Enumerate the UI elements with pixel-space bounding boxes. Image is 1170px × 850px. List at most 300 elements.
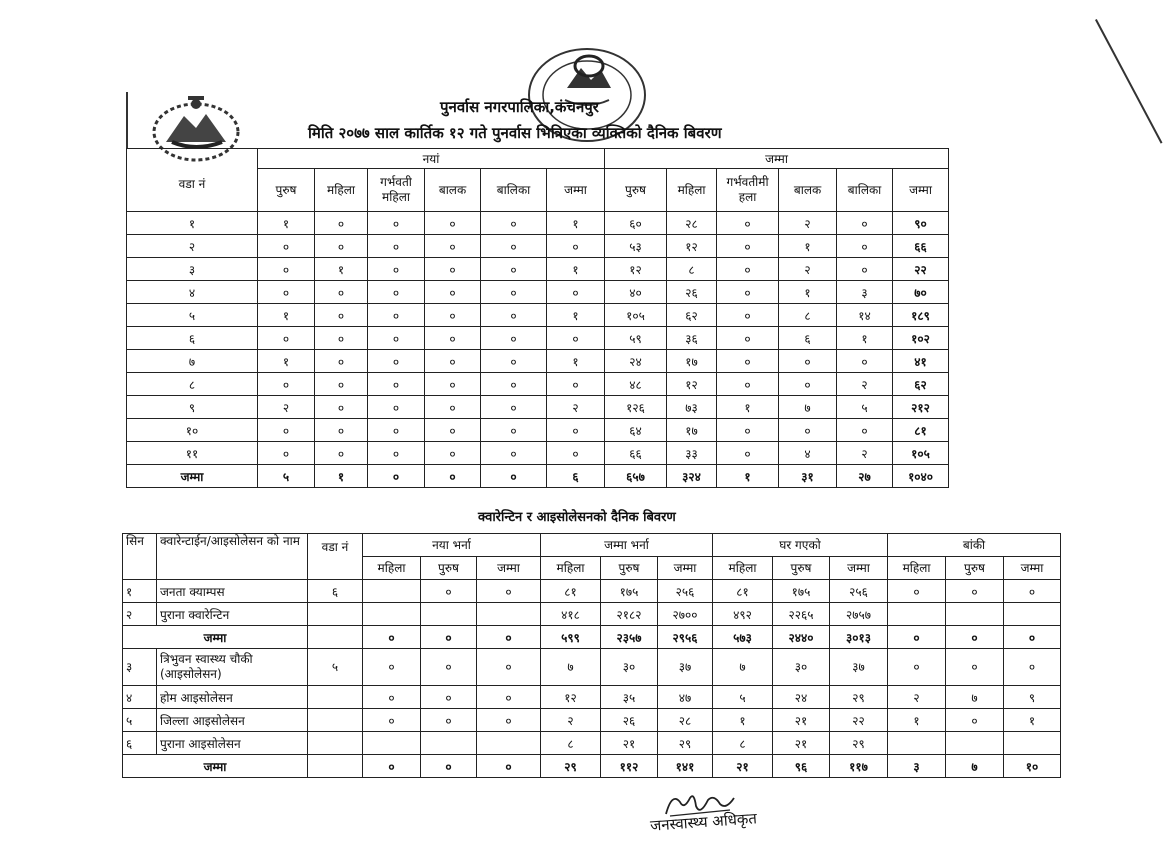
- value-cell: २८: [658, 709, 713, 732]
- facility-name-cell: पुराना क्वारेन्टिन: [157, 603, 308, 626]
- table-row: [127, 396, 949, 419]
- new-value-cell: ०: [425, 235, 481, 258]
- total-value-cell: ५९९: [541, 626, 601, 649]
- new-value-cell: ०: [368, 373, 425, 396]
- total-total-cell: ६५७: [605, 465, 667, 488]
- sn-cell: १: [123, 580, 157, 603]
- sub-header: जम्मा: [547, 169, 605, 212]
- total-total-cell: ३२४: [667, 465, 717, 488]
- sub-header: महिला: [315, 169, 368, 212]
- report-subtitle: मिति २०७७ साल कार्तिक १२ गते पुनर्वास भित्रिएका व्यक्तिको दैनिक बिवरण: [308, 124, 722, 142]
- total-value-cell: १७: [667, 419, 717, 442]
- value-cell: ०: [363, 649, 421, 686]
- total-value-cell: ०: [717, 304, 779, 327]
- total-value-cell: ०: [837, 258, 893, 281]
- total-value-cell: ८: [779, 304, 837, 327]
- total-value-cell: ०: [717, 442, 779, 465]
- total-value-cell: १: [779, 281, 837, 304]
- value-cell: ०: [421, 649, 477, 686]
- value-cell: २१: [601, 732, 658, 755]
- new-value-cell: १: [547, 212, 605, 235]
- new-value-cell: ०: [425, 304, 481, 327]
- new-value-cell: १: [315, 258, 368, 281]
- total-value-cell: ०: [717, 419, 779, 442]
- table-row: [127, 350, 949, 373]
- total-value-cell: २: [837, 373, 893, 396]
- arrivals-table: [126, 148, 949, 488]
- new-value-cell: १: [547, 350, 605, 373]
- value-cell: ९: [1004, 686, 1061, 709]
- value-cell: ०: [421, 709, 477, 732]
- ward-cell: [308, 709, 363, 732]
- table-row: [127, 419, 949, 442]
- new-value-cell: १: [547, 304, 605, 327]
- new-value-cell: ०: [425, 281, 481, 304]
- value-cell: [946, 732, 1004, 755]
- total-value-cell: ६०: [605, 212, 667, 235]
- value-cell: ०: [888, 580, 946, 603]
- value-cell: [1004, 603, 1061, 626]
- total-value-cell: ३: [888, 755, 946, 778]
- total-value-cell: २४४०: [773, 626, 830, 649]
- total-value-cell: ०: [779, 350, 837, 373]
- value-cell: ८१: [713, 580, 773, 603]
- value-cell: १२: [541, 686, 601, 709]
- value-cell: ४७: [658, 686, 713, 709]
- value-cell: ०: [1004, 649, 1061, 686]
- total-value-cell: ११७: [830, 755, 888, 778]
- total-value-cell: १: [717, 396, 779, 419]
- value-cell: [888, 603, 946, 626]
- new-value-cell: ०: [315, 350, 368, 373]
- new-value-cell: ०: [425, 212, 481, 235]
- total-value-cell: १०२: [893, 327, 949, 350]
- ward-cell: ५: [127, 304, 258, 327]
- total-value-cell: ०: [421, 626, 477, 649]
- sub-header: बालिका: [481, 169, 547, 212]
- value-cell: २१८२: [601, 603, 658, 626]
- new-value-cell: ०: [258, 373, 315, 396]
- total-value-cell: १२६: [605, 396, 667, 419]
- value-cell: २९: [830, 686, 888, 709]
- new-value-cell: १: [258, 304, 315, 327]
- sub-header: बालक: [779, 169, 837, 212]
- new-value-cell: ०: [315, 419, 368, 442]
- total-value-cell: १२: [667, 373, 717, 396]
- new-value-cell: ०: [258, 258, 315, 281]
- total-value-cell: २८: [667, 212, 717, 235]
- office-title: पुनर्वास नगरपालिका,कंचनपुर: [440, 98, 599, 116]
- value-cell: ८: [541, 732, 601, 755]
- new-value-cell: ०: [481, 396, 547, 419]
- value-cell: २: [888, 686, 946, 709]
- ward-cell: ७: [127, 350, 258, 373]
- total-total-cell: २७: [837, 465, 893, 488]
- total-value-cell: १२: [605, 258, 667, 281]
- facility-name-cell: पुराना आइसोलेसन: [157, 732, 308, 755]
- total-value-cell: ४८: [605, 373, 667, 396]
- new-value-cell: ०: [368, 419, 425, 442]
- new-value-cell: ०: [547, 327, 605, 350]
- total-value-cell: ०: [837, 235, 893, 258]
- left-border-line: [126, 92, 128, 148]
- sub-header: महिला: [541, 557, 601, 580]
- value-cell: २६: [601, 709, 658, 732]
- total-value-cell: ०: [717, 373, 779, 396]
- new-value-cell: १: [547, 258, 605, 281]
- ward-cell: ४: [127, 281, 258, 304]
- total-value-cell: ०: [363, 626, 421, 649]
- total-value-cell: १०५: [893, 442, 949, 465]
- new-value-cell: १: [258, 212, 315, 235]
- value-cell: [421, 603, 477, 626]
- value-cell: [363, 732, 421, 755]
- total-value-cell: ०: [1004, 626, 1061, 649]
- total-value-cell: ३०१३: [830, 626, 888, 649]
- total-new-cell: ०: [425, 465, 481, 488]
- total-value-cell: ०: [779, 419, 837, 442]
- total-value-cell: ७३: [667, 396, 717, 419]
- ward-cell: ६: [308, 580, 363, 603]
- new-value-cell: ०: [425, 373, 481, 396]
- new-value-cell: ०: [368, 212, 425, 235]
- new-value-cell: ०: [547, 373, 605, 396]
- total-row: [123, 626, 1061, 649]
- value-cell: १: [888, 709, 946, 732]
- total-value-cell: २१२: [893, 396, 949, 419]
- ward-cell: [308, 626, 363, 649]
- new-value-cell: ०: [481, 235, 547, 258]
- total-value-cell: ४१: [893, 350, 949, 373]
- new-value-cell: ०: [315, 327, 368, 350]
- new-value-cell: ०: [481, 442, 547, 465]
- total-value-cell: ०: [837, 419, 893, 442]
- total-value-cell: ०: [717, 281, 779, 304]
- new-value-cell: ०: [315, 281, 368, 304]
- table-row: [127, 281, 949, 304]
- sub-header: महिला: [713, 557, 773, 580]
- total-value-cell: ०: [946, 626, 1004, 649]
- new-value-cell: ०: [481, 304, 547, 327]
- new-value-cell: ०: [481, 281, 547, 304]
- total-value-cell: ६२: [893, 373, 949, 396]
- value-cell: ७: [713, 649, 773, 686]
- facility-name-cell: त्रिभुवन स्वास्थ्य चौकी (आइसोलेसन): [157, 649, 308, 686]
- ward-cell: २: [127, 235, 258, 258]
- value-cell: २: [541, 709, 601, 732]
- value-cell: ७: [541, 649, 601, 686]
- new-group-header: नयां: [258, 149, 605, 169]
- sub-header: बालक: [425, 169, 481, 212]
- sub-header: गर्भवतीमी हला: [717, 169, 779, 212]
- table-row: [123, 686, 1061, 709]
- value-cell: [421, 732, 477, 755]
- total-value-cell: २२: [893, 258, 949, 281]
- new-value-cell: ०: [315, 373, 368, 396]
- ward-cell: १: [127, 212, 258, 235]
- ward-cell: [308, 755, 363, 778]
- new-value-cell: ०: [315, 304, 368, 327]
- value-cell: १७५: [601, 580, 658, 603]
- total-value-cell: ५३: [605, 235, 667, 258]
- total-value-cell: १४१: [658, 755, 713, 778]
- sn-header: सिन: [123, 534, 157, 580]
- ward-cell: ३: [127, 258, 258, 281]
- total-row: [127, 465, 949, 488]
- total-value-cell: २: [779, 212, 837, 235]
- new-value-cell: ०: [425, 396, 481, 419]
- value-cell: ०: [1004, 580, 1061, 603]
- total-value-cell: ५: [837, 396, 893, 419]
- facility-name-cell: जनता क्याम्पस: [157, 580, 308, 603]
- total-value-cell: ४०: [605, 281, 667, 304]
- total-value-cell: २९५६: [658, 626, 713, 649]
- value-cell: २१: [773, 709, 830, 732]
- total-value-cell: ७: [779, 396, 837, 419]
- table-row: [123, 732, 1061, 755]
- total-value-cell: २४: [605, 350, 667, 373]
- value-cell: २७००: [658, 603, 713, 626]
- total-new-cell: ०: [368, 465, 425, 488]
- value-cell: ०: [477, 709, 541, 732]
- table-row: [127, 327, 949, 350]
- value-cell: २२६५: [773, 603, 830, 626]
- value-cell: १७५: [773, 580, 830, 603]
- value-cell: ३०: [601, 649, 658, 686]
- total-value-cell: ६: [779, 327, 837, 350]
- new-value-cell: ०: [481, 327, 547, 350]
- total-value-cell: ८: [667, 258, 717, 281]
- new-value-cell: २: [258, 396, 315, 419]
- total-new-cell: ५: [258, 465, 315, 488]
- new-value-cell: ०: [315, 442, 368, 465]
- total-value-cell: ०: [717, 258, 779, 281]
- total-value-cell: ९६: [773, 755, 830, 778]
- signature-title: जनस्वास्थ्य अधिकृत: [649, 809, 758, 835]
- new-value-cell: ०: [425, 327, 481, 350]
- table-row: [123, 580, 1061, 603]
- value-cell: ०: [888, 649, 946, 686]
- table-row: [127, 373, 949, 396]
- new-value-cell: ०: [368, 281, 425, 304]
- group-header: घर गएको: [713, 534, 888, 557]
- new-value-cell: ०: [481, 258, 547, 281]
- total-value-cell: २६: [667, 281, 717, 304]
- table-row: [127, 258, 949, 281]
- sn-cell: ३: [123, 649, 157, 686]
- total-value-cell: २९: [541, 755, 601, 778]
- new-value-cell: ०: [481, 350, 547, 373]
- new-value-cell: ०: [368, 327, 425, 350]
- total-value-cell: ०: [363, 755, 421, 778]
- total-value-cell: ३३: [667, 442, 717, 465]
- new-value-cell: ०: [258, 419, 315, 442]
- new-value-cell: ०: [425, 258, 481, 281]
- value-cell: ३०: [773, 649, 830, 686]
- ward-cell: ८: [127, 373, 258, 396]
- total-label: जम्मा: [123, 626, 308, 649]
- sn-cell: ६: [123, 732, 157, 755]
- value-cell: [946, 603, 1004, 626]
- sub-header: जम्मा: [1004, 557, 1061, 580]
- total-value-cell: ३६: [667, 327, 717, 350]
- sub-header: पुरुष: [601, 557, 658, 580]
- total-value-cell: १: [837, 327, 893, 350]
- new-value-cell: ०: [481, 373, 547, 396]
- scan-edge-line: [1095, 19, 1162, 144]
- value-cell: १: [1004, 709, 1061, 732]
- total-value-cell: २: [837, 442, 893, 465]
- table-row: [127, 212, 949, 235]
- name-header: क्वारेन्टाईन/आइसोलेसन को नाम: [157, 534, 308, 580]
- value-cell: ३५: [601, 686, 658, 709]
- sub-header: पुरुष: [421, 557, 477, 580]
- total-value-cell: ०: [717, 235, 779, 258]
- sub-header: महिला: [667, 169, 717, 212]
- value-cell: २२: [830, 709, 888, 732]
- ward-header: वडा नं: [308, 534, 363, 580]
- value-cell: २९: [830, 732, 888, 755]
- value-cell: ३७: [830, 649, 888, 686]
- table-row: [127, 304, 949, 327]
- total-value-cell: २१: [713, 755, 773, 778]
- total-value-cell: ८१: [893, 419, 949, 442]
- sub-header: महिला: [363, 557, 421, 580]
- total-value-cell: १४: [837, 304, 893, 327]
- sn-cell: ४: [123, 686, 157, 709]
- sub-header: पुरुष: [605, 169, 667, 212]
- value-cell: ४९२: [713, 603, 773, 626]
- new-value-cell: ०: [315, 396, 368, 419]
- value-cell: २५६: [658, 580, 713, 603]
- facility-name-cell: जिल्ला आइसोलेसन: [157, 709, 308, 732]
- total-value-cell: ११२: [601, 755, 658, 778]
- value-cell: ८१: [541, 580, 601, 603]
- new-value-cell: ०: [368, 396, 425, 419]
- sub-header: पुरुष: [258, 169, 315, 212]
- facility-name-cell: होम आइसोलेसन: [157, 686, 308, 709]
- value-cell: ०: [421, 686, 477, 709]
- value-cell: ०: [946, 580, 1004, 603]
- value-cell: २५६: [830, 580, 888, 603]
- value-cell: [888, 732, 946, 755]
- total-value-cell: २३५७: [601, 626, 658, 649]
- group-header: बांकी: [888, 534, 1061, 557]
- new-value-cell: ०: [258, 235, 315, 258]
- value-cell: ०: [477, 686, 541, 709]
- total-value-cell: १७: [667, 350, 717, 373]
- total-value-cell: ५७३: [713, 626, 773, 649]
- value-cell: ५: [713, 686, 773, 709]
- total-value-cell: २: [779, 258, 837, 281]
- value-cell: ०: [946, 709, 1004, 732]
- value-cell: [363, 580, 421, 603]
- table-row: [123, 649, 1061, 686]
- total-value-cell: ०: [779, 373, 837, 396]
- new-value-cell: ०: [258, 442, 315, 465]
- total-new-cell: ०: [481, 465, 547, 488]
- value-cell: २४: [773, 686, 830, 709]
- total-value-cell: ०: [477, 626, 541, 649]
- value-cell: २९: [658, 732, 713, 755]
- sub-header: महिला: [888, 557, 946, 580]
- total-new-cell: ६: [547, 465, 605, 488]
- ward-cell: [308, 686, 363, 709]
- new-value-cell: ०: [481, 419, 547, 442]
- total-value-cell: १२: [667, 235, 717, 258]
- total-value-cell: ७०: [893, 281, 949, 304]
- new-value-cell: ०: [368, 304, 425, 327]
- sub-header: जम्मा: [658, 557, 713, 580]
- value-cell: ७: [946, 686, 1004, 709]
- table-row: [127, 442, 949, 465]
- new-value-cell: ०: [315, 212, 368, 235]
- new-value-cell: ०: [425, 419, 481, 442]
- total-value-cell: ०: [888, 626, 946, 649]
- table-row: [123, 709, 1061, 732]
- table-row: [127, 235, 949, 258]
- total-value-cell: १०: [1004, 755, 1061, 778]
- total-value-cell: ०: [477, 755, 541, 778]
- new-value-cell: ०: [547, 442, 605, 465]
- quarantine-table: [122, 533, 1061, 778]
- group-header: नया भर्ना: [363, 534, 541, 557]
- total-value-cell: ५९: [605, 327, 667, 350]
- sub-header: पुरुष: [773, 557, 830, 580]
- total-value-cell: ७: [946, 755, 1004, 778]
- total-value-cell: ६४: [605, 419, 667, 442]
- total-value-cell: ६२: [667, 304, 717, 327]
- ward-cell: [308, 603, 363, 626]
- sub-header: जम्मा: [477, 557, 541, 580]
- total-label: जम्मा: [127, 465, 258, 488]
- total-value-cell: ०: [421, 755, 477, 778]
- total-value-cell: ६६: [605, 442, 667, 465]
- table-row: [123, 603, 1061, 626]
- ward-cell: ९: [127, 396, 258, 419]
- total-value-cell: ०: [837, 350, 893, 373]
- new-value-cell: ०: [547, 419, 605, 442]
- total-value-cell: ६६: [893, 235, 949, 258]
- ward-cell: ११: [127, 442, 258, 465]
- value-cell: २१: [773, 732, 830, 755]
- sub-header: गर्भवती महिला: [368, 169, 425, 212]
- total-value-cell: ०: [717, 327, 779, 350]
- new-value-cell: ०: [368, 350, 425, 373]
- group-header: जम्मा भर्ना: [541, 534, 713, 557]
- total-value-cell: १८९: [893, 304, 949, 327]
- total-total-cell: १: [717, 465, 779, 488]
- value-cell: ०: [477, 580, 541, 603]
- value-cell: ०: [363, 709, 421, 732]
- total-total-cell: ३१: [779, 465, 837, 488]
- total-new-cell: १: [315, 465, 368, 488]
- new-value-cell: ०: [425, 350, 481, 373]
- sub-header: पुरुष: [946, 557, 1004, 580]
- new-value-cell: ०: [368, 235, 425, 258]
- new-value-cell: ०: [481, 212, 547, 235]
- value-cell: [477, 603, 541, 626]
- new-value-cell: ०: [258, 281, 315, 304]
- value-cell: ०: [363, 686, 421, 709]
- total-value-cell: ४: [779, 442, 837, 465]
- sub-header: बालिका: [837, 169, 893, 212]
- value-cell: ८: [713, 732, 773, 755]
- value-cell: ०: [477, 649, 541, 686]
- sub-header: जम्मा: [893, 169, 949, 212]
- total-total-cell: १०४०: [893, 465, 949, 488]
- ward-cell: १०: [127, 419, 258, 442]
